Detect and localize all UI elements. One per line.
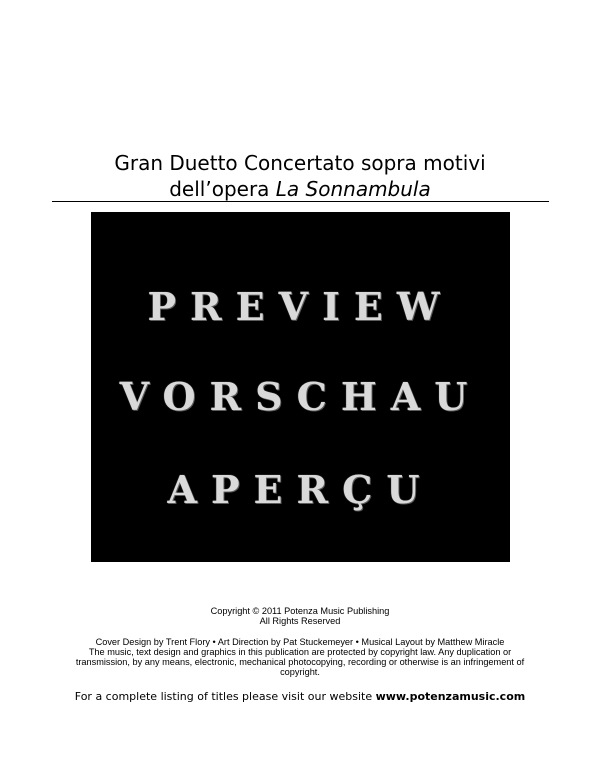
copyright-line: Copyright © 2011 Potenza Music Publishing — [210, 606, 390, 616]
rights-line: All Rights Reserved — [259, 616, 341, 626]
credits-line-1: Cover Design by Trent Flory • Art Direction by Pat Stuckemeyer • Musical Layout by Matthew Miracle — [95, 637, 505, 647]
credits-line-2: The music, text design and graphics in this publication are protected by copyright law. Any duplication or — [88, 647, 512, 657]
watermark-apercu: APERÇU — [167, 467, 434, 512]
title-line-2-prefix: dell’opera — [169, 177, 276, 201]
copyright-block — [20, 606, 580, 626]
website-link[interactable]: www.potenzamusic.com — [375, 690, 526, 703]
credits-line-4: copyright. — [280, 667, 320, 677]
title-line-2 — [0, 176, 600, 202]
credits-block — [20, 637, 580, 677]
document-title — [0, 150, 600, 202]
credits-line-3: transmission, by any means, electronic, mechanical photocopying, recording or otherwise is an infringement of — [75, 657, 525, 667]
preview-watermark-panel — [91, 212, 510, 562]
website-notice-text: For a complete listing of titles please visit our website — [74, 690, 376, 703]
watermark-preview: PREVIEW — [147, 284, 454, 329]
title-divider — [52, 201, 549, 202]
website-notice — [0, 690, 600, 703]
title-line-1: Gran Duetto Concertato sopra motivi — [114, 151, 486, 175]
title-opera-name: La Sonnambula — [275, 177, 431, 201]
watermark-vorschau: VORSCHAU — [119, 374, 482, 419]
